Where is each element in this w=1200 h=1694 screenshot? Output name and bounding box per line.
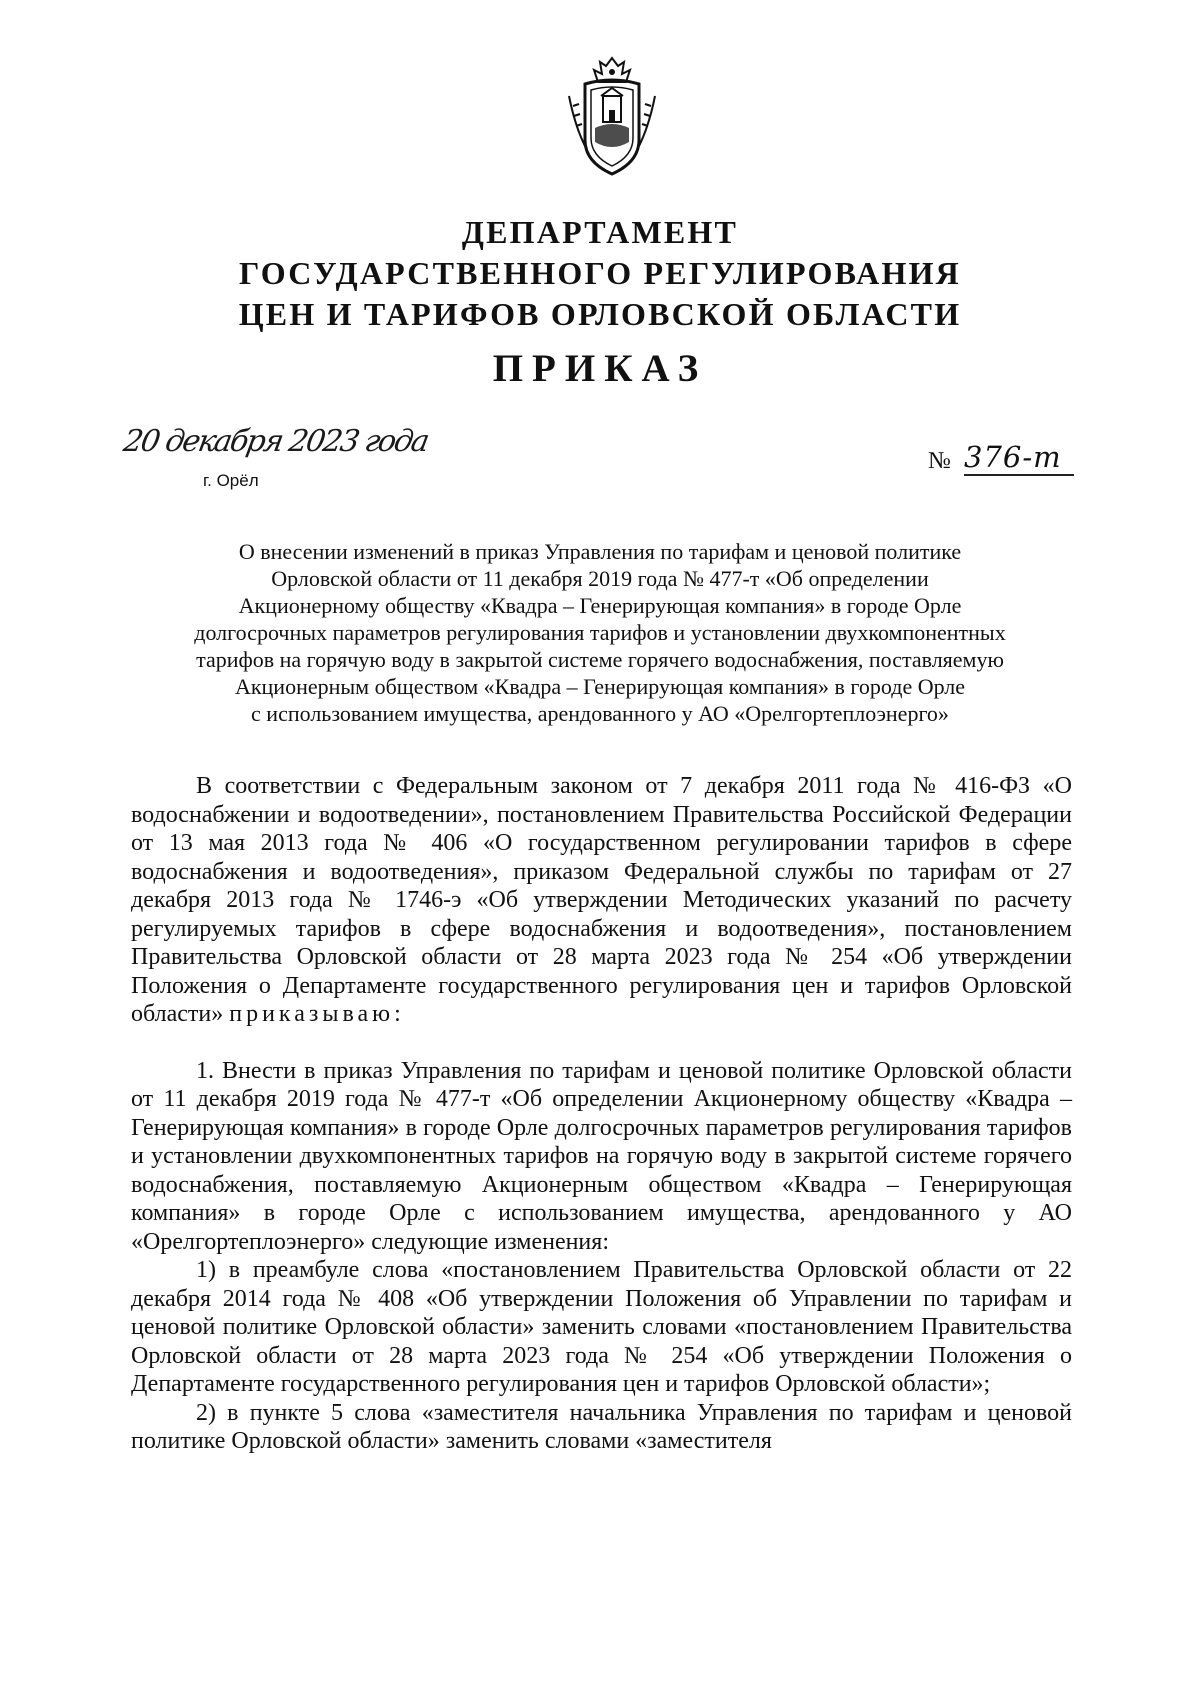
preamble-paragraph [131,772,1072,1029]
document-type-title: ПРИКАЗ [492,347,708,390]
subject-line: с использованием имущества, арендованного у АО «Орелгортеплоэнерго» [251,701,949,726]
preamble-text: В соответствии с Федеральным законом от 7 декабря 2011 года № 416-ФЗ «О водоснабжении и водоотведении», постановлением Правительства Российской Федерации от 13 мая 2013 года № 406 «О государственном регулировании тарифов в сфере водоснабжения и водоотведения», приказом Федеральной службы по тарифам от 27 декабря 2013 года № 1746-э «Об утверждении Методических указаний по расчету регулируемых тарифов в сфере водоснабжения и водоотведения», постановлением Правительства Орловской области от 28 марта 2023 года № 254 «Об утверждении Положения о Департаменте государственного регулирования цен и тарифов Орловской области» [131,773,1072,1027]
subject-line: О внесении изменений в приказ Управления по тарифам и ценовой политике [238,539,962,564]
handwritten-date: 20 декабря 2023 года [120,424,431,459]
city-label: г. Орёл [203,471,259,490]
order-verb: приказываю: [229,1001,405,1027]
org-line-3: ЦЕН И ТАРИФОВ ОРЛОВСКОЙ ОБЛАСТИ [238,296,962,332]
document-body [131,772,1072,1456]
subject-line: Акционерным обществом «Квадра – Генерирующая компания» в городе Орле [234,674,966,699]
item-1-paragraph: 1. Внести в приказ Управления по тарифам и ценовой политике Орловской области от 11 декабря 2019 года № 477-т «Об определении Акционерному обществу «Квадра – Генерирующая компания» в городе Орле долгосрочных параметров регулирования тарифов и установлении двухкомпонентных тарифов на горячую воду в закрытой системе горячего водоснабжения, поставляемую Акционерным обществом «Квадра – Генерирующая компания» в городе Орле с использованием имущества, арендованного у АО «Орелгортеплоэнерго» следующие изменения: [131,1057,1072,1255]
document-subject [150,538,1050,727]
org-line-1: ДЕПАРТАМЕНТ [461,214,739,250]
subject-line: долгосрочных параметров регулирования тарифов и установлении двухкомпонентных [194,620,1006,645]
subitem-1-paragraph: 1) в преамбуле слова «постановлением Правительства Орловской области от 22 декабря 2014 года № 408 «Об утверждении Положения об Управлении по тарифам и ценовой политике Орловской области» заменить словами «постановлением Правительства Орловской области от 28 марта 2023 года № 254 «Об утверждении Положения о Департаменте государственного регулирования цен и тарифов Орловской области»; [131,1257,1072,1397]
organization-name [100,212,1100,335]
subject-line: Орловской области от 11 декабря 2019 года № 477-т «Об определении [271,566,929,591]
org-line-2: ГОСУДАРСТВЕННОГО РЕГУЛИРОВАНИЯ [239,255,961,291]
subject-line: Акционерному обществу «Квадра – Генерирующая компания» в городе Орле [238,593,962,618]
number-label: № [928,448,951,474]
subject-line: тарифов на горячую воду в закрытой системе горячего водоснабжения, поставляемую [196,647,1004,672]
handwritten-number: 376-т [964,440,1074,476]
orel-oblast-coat-of-arms-icon [565,56,659,178]
subitem-2-paragraph: 2) в пункте 5 слова «заместителя начальника Управления по тарифам и ценовой политике Орловской области» заменить словами «заместителя [131,1399,1072,1454]
